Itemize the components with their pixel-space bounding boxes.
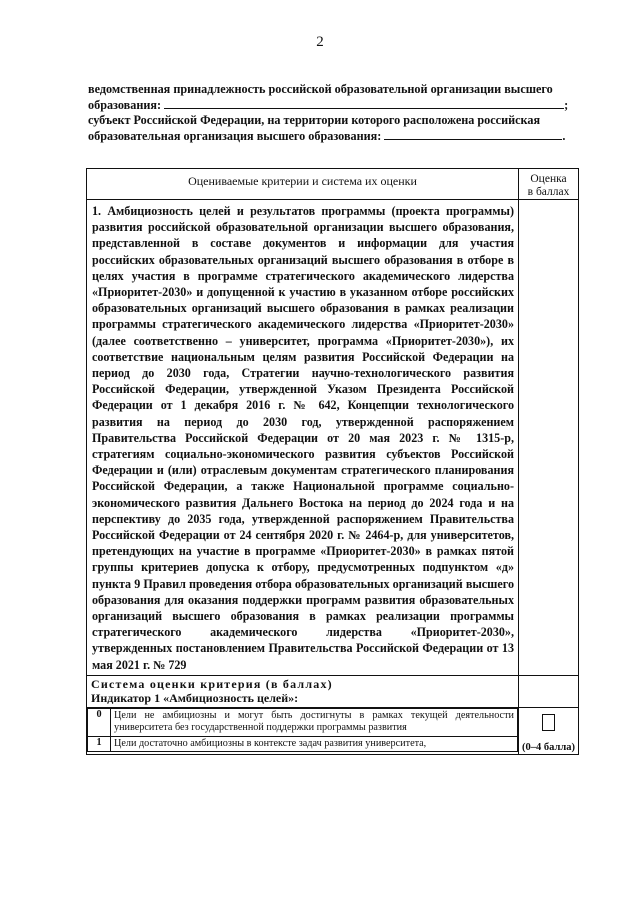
- indicator-title: Индикатор 1 «Амбициозность целей»:: [91, 690, 299, 705]
- score-column-header: [519, 169, 579, 200]
- education-label: образования:: [88, 97, 162, 112]
- level-description: Цели достаточно амбициозны в контексте задач развития университета,: [111, 736, 518, 751]
- levels-row: [87, 707, 579, 754]
- education-label-line: [88, 98, 600, 114]
- level-score: 0: [88, 708, 111, 736]
- scoring-system-title: Система оценки критерия (в баллах): [91, 676, 333, 691]
- scoring-system-row: [87, 675, 579, 707]
- score-entry-cell: [519, 707, 579, 754]
- score-range: (0–4 балла): [522, 741, 575, 753]
- page-number: 2: [316, 34, 324, 50]
- score-header-line2: в баллах: [527, 186, 570, 198]
- table-row: [88, 736, 518, 751]
- criterion-row: [87, 200, 579, 676]
- criteria-column-header-text: Оцениваемые критерии и система их оценки: [188, 174, 417, 188]
- criteria-column-header: [87, 169, 519, 200]
- criterion-text: 1. Амбициозность целей и результатов программы (проекта программы) развития российской образовательной организации высшего образования, представленной в составе документов и информации для участия российских образовательных организаций высшего образования в отборе в целях участия в программе стратегического академического лидерства «Приоритет-2030» и допущенной к участию в указанном отборе российских образовательных организаций высшего образования в рамках реализации программы стратегического академического лидерства «Приоритет-2030» (далее соответственно – университет, программа «Приоритет-2030»), их соответствие национальным целям развития Российской Федерации на период до 2030 года, Стратегии научно-технологического развития Российской Федерации, утвержденной Указом Президента Российской Федерации от 1 декабря 2016 г. № 642, Концепции технологического развития на период до 2030 год, утвержденной распоряжением Правительства Российской Федерации от 20 мая 2023 г. № 1315-р, стратегиям социально-экономического развития субъектов Российской Федерации и (или) отраслевым документам стратегического планирования Российской Федерации, а также Национальной программе социально-экономического развития Дальнего Востока на период до 2024 года и на перспективу до 2035 года, утвержденной распоряжением Правительства Российской Федерации от 24 сентября 2020 г. № 2464-р, для университетов, претендующих на участие в программе «Приоритет-2030» в рамках пятой группы критериев допуска к отбору, предусмотренных подпунктом «д» пункта 9 Правил проведения отбора образовательных организаций высшего образования для оказания поддержки программ развития образовательных организаций высшего образования в рамках реализации программы стратегического академического лидерства «Приоритет-2030», утвержденных постановлением Правительства Российской Федерации от 13 мая 2021 г. № 729: [87, 200, 519, 676]
- criteria-table: [86, 168, 579, 755]
- period: .: [562, 128, 566, 143]
- level-description: Цели не амбициозны и могут быть достигнуты в рамках текущей деятельности университета без государственной поддержки программы развития: [111, 708, 518, 736]
- scoring-system-cell: [87, 675, 519, 707]
- level-score: 1: [88, 736, 111, 751]
- organization-label-line: [88, 129, 600, 145]
- federal-subject-line: субъект Российской Федерации, на территории которого расположена российская: [88, 113, 541, 127]
- federal-subject-blank: [384, 129, 562, 140]
- score-checkbox[interactable]: [542, 714, 555, 731]
- table-row: [88, 708, 518, 736]
- levels-cell: [87, 707, 519, 754]
- organization-label: образовательная организация высшего образования:: [88, 128, 382, 143]
- ministry-affiliation-blank: [164, 98, 564, 109]
- levels-table: [87, 708, 518, 752]
- table-header-row: [87, 169, 579, 200]
- semicolon: ;: [564, 97, 569, 112]
- score-header-line1: Оценка: [530, 173, 567, 185]
- criterion-score-cell: [519, 200, 579, 676]
- ministry-affiliation-line: ведомственная принадлежность российской образовательной организации высшего: [88, 82, 553, 96]
- header-block: [88, 82, 600, 144]
- scoring-system-score-cell: [519, 675, 579, 707]
